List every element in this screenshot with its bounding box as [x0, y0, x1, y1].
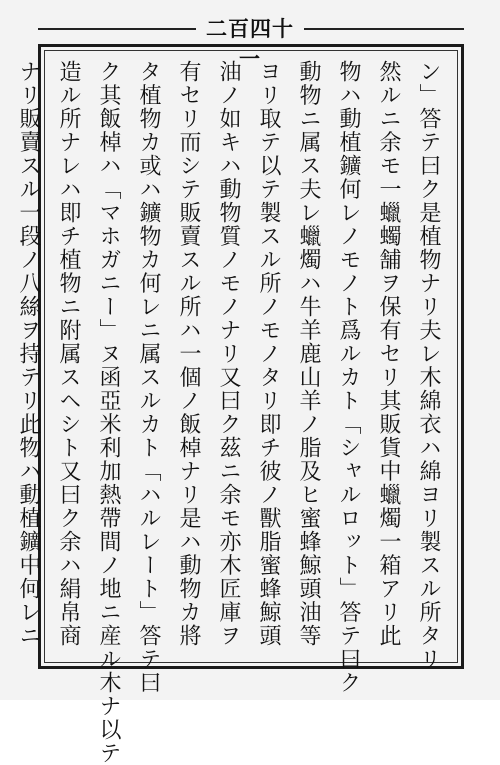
text-line: 造ル所ナレハ即チ植物ニ附属スヘシト又曰ク余ハ絹帛商	[56, 60, 81, 648]
header-rule-left	[38, 28, 196, 30]
text-line: 物ハ動植鑛何レノモノト爲ルカト「シャルロット」答テ曰ク	[336, 60, 361, 695]
text-line: 油ノ如キハ動物質ノモノナリ又曰ク茲ニ余モ亦木匠庫ヲ	[216, 60, 241, 648]
text-line: ン」答テ曰ク是植物ナリ夫レ木綿衣ハ綿ヨリ製スル所タリ	[416, 60, 441, 671]
body-text	[16, 60, 448, 765]
text-line: ナリ販賣スル一段ノ八絲ヲ持テリ此物ハ動植鑛中何レニ	[16, 60, 41, 648]
text-line: 動物ニ属ス夫レ蠟燭ハ牛羊鹿山羊ノ脂及ヒ蜜蜂鯨頭油等	[296, 60, 321, 648]
header-rule-right	[304, 28, 464, 30]
page-number: 二百四十一	[206, 16, 294, 71]
text-line: 然ルニ余モ一蠟蠋舗ヲ保有セリ其販貨中蠟燭一箱アリ此	[376, 60, 401, 648]
text-line: タ植物カ或ハ鑛物カ何レニ属スルカト「ハルレート」答テ曰	[136, 60, 161, 695]
text-line: ヨリ取テ以テ製スル所ノモノタリ即チ彼ノ獸脂蜜蜂鯨頭	[256, 60, 281, 648]
text-line: ク其飯棹ハ「マホガニー」ヌ函亞米利加熱帶間ノ地ニ産ル木ナ以テ	[96, 60, 121, 765]
text-line: 有セリ而シテ販賣スル所ハ一個ノ飯棹ナリ是ハ動物カ將	[176, 60, 201, 648]
